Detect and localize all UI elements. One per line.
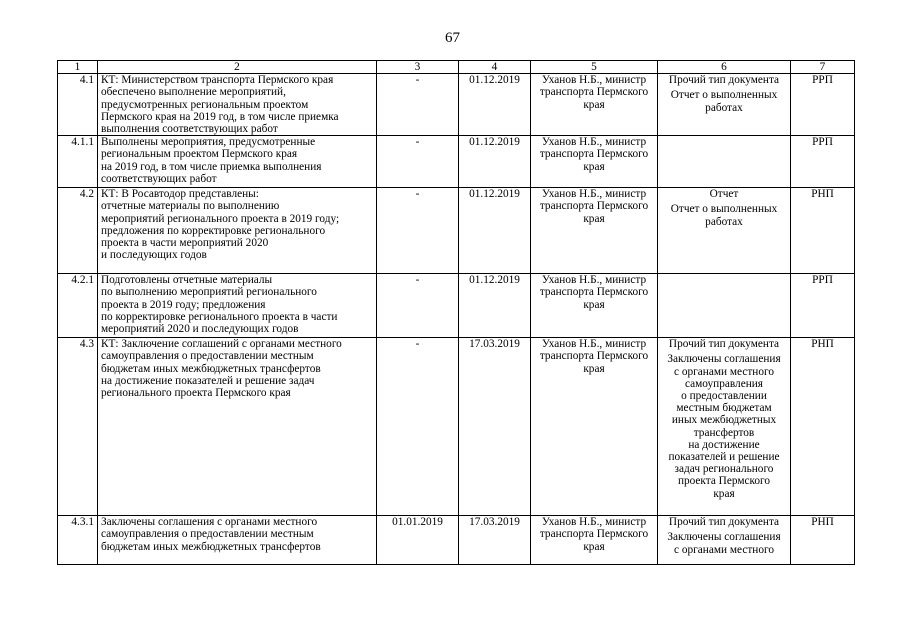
row-end-date: 01.12.2019 — [459, 188, 531, 274]
row-description: Выполнены мероприятия, предусмотренные региональным проектом Пермского края на 2019 год, в том числе приемка выполнения соответствующих работ — [98, 136, 377, 188]
row-level: РНП — [791, 188, 855, 274]
header-col-1: 1 — [58, 61, 98, 74]
table-row — [58, 136, 855, 188]
row-document — [658, 74, 791, 136]
table-row — [58, 74, 855, 136]
page-number: 67 — [445, 30, 460, 46]
row-document — [658, 188, 791, 274]
row-description: КТ: В Росавтодор представлены: отчетные материалы по выполнению мероприятий регионального проекта в 2019 году; предложения по корректировке регионального проекта в части мероприятий 2020 и последующих годов — [98, 188, 377, 274]
row-end-date: 01.12.2019 — [459, 74, 531, 136]
row-document-desc: Отчет о выполненных работах — [670, 89, 778, 114]
row-responsible: Уханов Н.Б., министр транспорта Пермского края — [531, 188, 658, 274]
row-document-type: Прочий тип документа — [668, 516, 780, 529]
row-number: 4.1 — [58, 74, 98, 136]
row-end-date: 01.12.2019 — [459, 136, 531, 188]
row-responsible: Уханов Н.Б., министр транспорта Пермского края — [531, 516, 658, 565]
row-start-date: - — [377, 188, 459, 274]
row-description: КТ: Заключение соглашений с органами местного самоуправления о предоставлении местным бюджетам иных межбюджетных трансфертов на достижение показателей и решение задач регионального проекта Пермского края — [98, 338, 377, 516]
header-col-2: 2 — [98, 61, 377, 74]
header-col-3: 3 — [377, 61, 459, 74]
table-row — [58, 274, 855, 338]
row-end-date: 17.03.2019 — [459, 516, 531, 565]
row-responsible: Уханов Н.Б., министр транспорта Пермского края — [531, 338, 658, 516]
row-number: 4.3 — [58, 338, 98, 516]
row-level: РНП — [791, 516, 855, 565]
plan-table — [57, 60, 855, 565]
row-document — [658, 274, 791, 338]
row-document — [658, 136, 791, 188]
row-level: РНП — [791, 338, 855, 516]
header-col-5: 5 — [531, 61, 658, 74]
header-col-4: 4 — [459, 61, 531, 74]
row-responsible: Уханов Н.Б., министр транспорта Пермского края — [531, 274, 658, 338]
row-level: РРП — [791, 274, 855, 338]
header-col-6: 6 — [658, 61, 791, 74]
row-start-date: - — [377, 338, 459, 516]
table-row — [58, 516, 855, 565]
row-document-type: Прочий тип документа — [668, 74, 780, 87]
row-start-date: - — [377, 74, 459, 136]
row-document — [658, 338, 791, 516]
row-number: 4.3.1 — [58, 516, 98, 565]
row-document-type: Прочий тип документа — [668, 338, 780, 351]
header-row — [58, 61, 855, 74]
row-number: 4.2.1 — [58, 274, 98, 338]
row-description: КТ: Министерством транспорта Пермского края обеспечено выполнение мероприятий, предусмотренных региональным проектом Пермского края на 2019 год, в том числе приемка выполнения соответствующих работ — [98, 74, 377, 136]
row-document-desc: Заключены соглашения с органами местного самоуправления о предоставлении местным бюджетам иных межбюджетных трансфертов на достижение показателей и решение задач регионального проекта Пермского края — [667, 353, 781, 500]
row-document-type: Отчет — [709, 188, 739, 201]
table-row — [58, 188, 855, 274]
row-responsible: Уханов Н.Б., министр транспорта Пермского края — [531, 74, 658, 136]
row-level: РРП — [791, 74, 855, 136]
header-col-7: 7 — [791, 61, 855, 74]
row-number: 4.2 — [58, 188, 98, 274]
row-level: РРП — [791, 136, 855, 188]
row-description: Подготовлены отчетные материалы по выполнению мероприятий регионального проекта в 2019 году; предложения по корректировке регионального проекта в части мероприятий 2020 и последующих годов — [98, 274, 377, 338]
row-description: Заключены соглашения с органами местного самоуправления о предоставлении местным бюджетам иных межбюджетных трансфертов — [98, 516, 377, 565]
row-document — [658, 516, 791, 565]
row-end-date: 17.03.2019 — [459, 338, 531, 516]
row-number: 4.1.1 — [58, 136, 98, 188]
row-document-desc: Отчет о выполненных работах — [670, 203, 778, 228]
row-document-desc: Заключены соглашения с органами местного — [667, 531, 781, 556]
row-start-date: - — [377, 274, 459, 338]
table-row — [58, 338, 855, 516]
row-start-date: 01.01.2019 — [377, 516, 459, 565]
row-start-date: - — [377, 136, 459, 188]
row-responsible: Уханов Н.Б., министр транспорта Пермского края — [531, 136, 658, 188]
row-end-date: 01.12.2019 — [459, 274, 531, 338]
